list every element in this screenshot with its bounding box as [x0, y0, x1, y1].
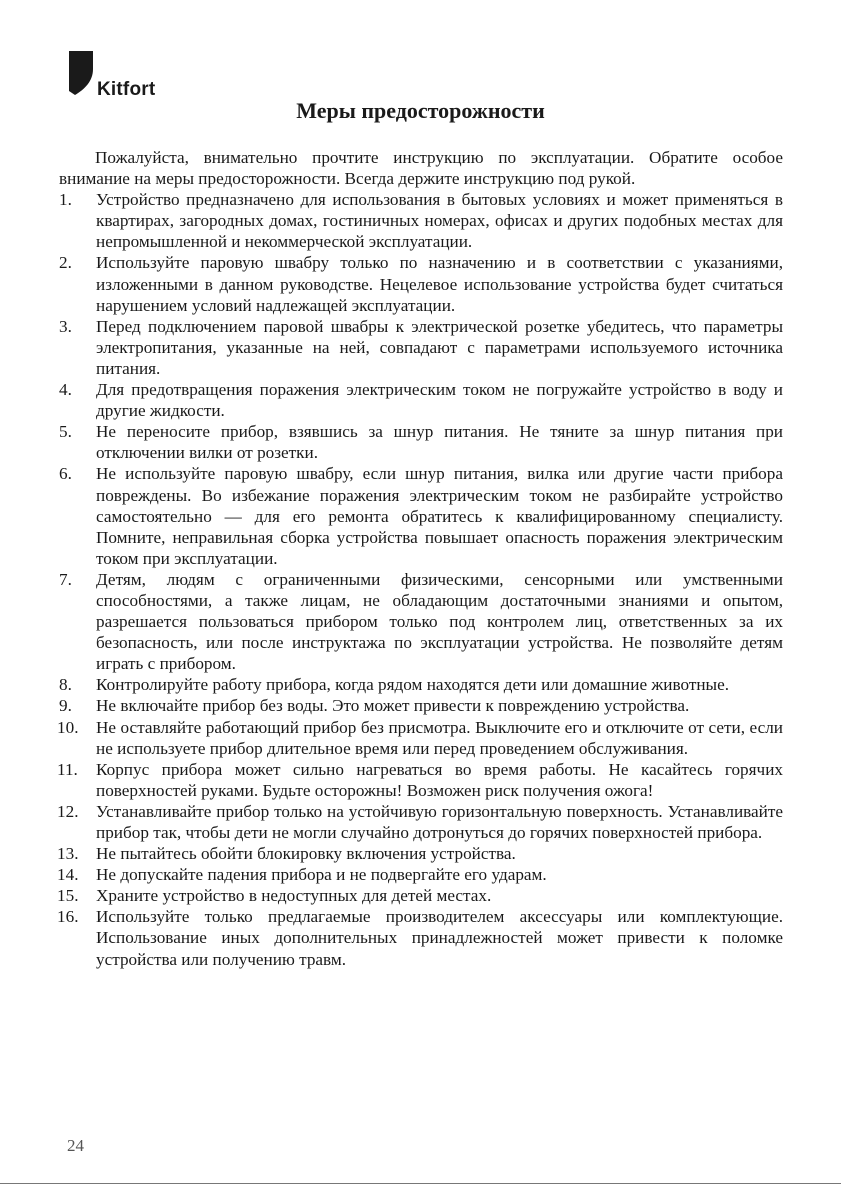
list-item-text: Не пытайтесь обойти блокировку включения устройства.	[96, 844, 516, 864]
list-item	[59, 885, 783, 906]
list-item-number: 2.	[59, 253, 72, 273]
list-item-text: Перед подключением паровой швабры к электрической розетке убедитесь, что параметры электропитания, указанные на ней, совпадают с параметрами используемого источника питания.	[96, 316, 783, 378]
list-item-number: 4.	[59, 380, 72, 400]
list-item-number: 9.	[59, 696, 72, 716]
list-item-number: 14.	[57, 865, 79, 885]
list-item-text: Используйте только предлагаемые производителем аксессуары или комплектующие. Использование иных дополнительных принадлежностей может привести к поломке устройства или получению травм.	[96, 907, 783, 969]
footer-rule	[0, 1183, 841, 1184]
list-item	[59, 569, 783, 674]
kitfort-logo-mark	[69, 51, 97, 95]
list-item-number: 13.	[57, 844, 79, 864]
list-item-number: 11.	[57, 759, 78, 779]
list-item-text: Не оставляйте работающий прибор без присмотра. Выключите его и отключите от сети, если не используете прибор длительное время или перед проведением обслуживания.	[96, 717, 783, 758]
list-item-text: Не используйте паровую швабру, если шнур питания, вилка или другие части прибора повреждены. Во избежание поражения электрическим током не разбирайте устройство самостоятельно — для его ремонта обратитесь к квалифицированному специалисту. Помните, неправильная сборка устройства повышает опасность поражения электрическим током при эксплуатации.	[96, 464, 783, 568]
list-item	[59, 843, 783, 864]
list-item-number: 7.	[59, 569, 72, 589]
page-number: 24	[67, 1136, 84, 1155]
list-item-text: Не переносите прибор, взявшись за шнур питания. Не тяните за шнур питания при отключении вилки от розетки.	[96, 422, 783, 463]
kitfort-logo	[69, 51, 179, 101]
list-item	[59, 717, 783, 759]
list-item-number: 3.	[59, 316, 72, 336]
list-item	[59, 463, 783, 568]
list-item-number: 5.	[59, 422, 72, 442]
list-item-number: 15.	[57, 886, 79, 906]
list-item	[59, 421, 783, 463]
list-item	[59, 906, 783, 969]
list-item-text: Используйте паровую швабру только по назначению и в соответствии с указаниями, изложенными в данном руководстве. Нецелевое использование устройства будет считаться нарушением условий надлежащей эксплуатации.	[96, 253, 783, 315]
list-item-text: Детям, людям с ограниченными физическими, сенсорными или умственными способностями, а также лицам, не обладающим достаточными знаниями и опытом, разрешается пользоваться прибором только под контролем лиц, ответственных за их безопасность, или после инструктажа по эксплуатации устройства. Не позволяйте детям играть с прибором.	[96, 569, 783, 674]
list-item	[59, 759, 783, 801]
list-item-text: Контролируйте работу прибора, когда рядом находятся дети или домашние животные.	[96, 675, 730, 695]
list-item	[59, 801, 783, 843]
list-item	[59, 695, 783, 716]
list-item-text: Храните устройство в недоступных для детей местах.	[96, 886, 492, 906]
list-item-text: Не включайте прибор без воды. Это может привести к повреждению устройства.	[96, 696, 690, 716]
list-item-text: Устанавливайте прибор только на устойчивую горизонтальную поверхность. Устанавливайте прибор так, чтобы дети не могли случайно дотронуться до горячих поверхностей прибора.	[96, 801, 783, 842]
page-title: Меры предосторожности	[296, 98, 545, 123]
list-item	[59, 189, 783, 252]
list-item-text: Устройство предназначено для использования в бытовых условиях и может применяться в квартирах, загородных домах, гостиничных номерах, офисах и других подобных местах для непромышленной и некоммерческой эксплуатации.	[96, 190, 783, 252]
document-body	[59, 147, 783, 970]
list-item-text: Не допускайте падения прибора и не подвергайте его ударам.	[96, 865, 547, 885]
list-item	[59, 674, 783, 695]
list-item-text: Корпус прибора может сильно нагреваться во время работы. Не касайтесь горячих поверхностей руками. Будьте осторожны! Возможен риск получения ожога!	[96, 759, 783, 800]
intro-paragraph: Пожалуйста, внимательно прочтите инструкцию по эксплуатации. Обратите особое внимание на меры предосторожности. Всегда держите инструкцию под рукой.	[59, 148, 783, 189]
list-item	[59, 864, 783, 885]
precautions-list	[59, 189, 783, 969]
list-item-number: 10.	[57, 717, 79, 737]
list-item-number: 16.	[57, 907, 79, 927]
list-item	[59, 316, 783, 379]
list-item-text: Для предотвращения поражения электрическим током не погружайте устройство в воду и другие жидкости.	[96, 380, 783, 421]
list-item	[59, 379, 783, 421]
logo-wordmark: Kitfort	[97, 79, 156, 100]
list-item-number: 12.	[57, 801, 79, 821]
list-item-number: 1.	[59, 190, 72, 210]
list-item-number: 8.	[59, 675, 72, 695]
list-item-number: 6.	[59, 464, 72, 484]
list-item	[59, 252, 783, 315]
